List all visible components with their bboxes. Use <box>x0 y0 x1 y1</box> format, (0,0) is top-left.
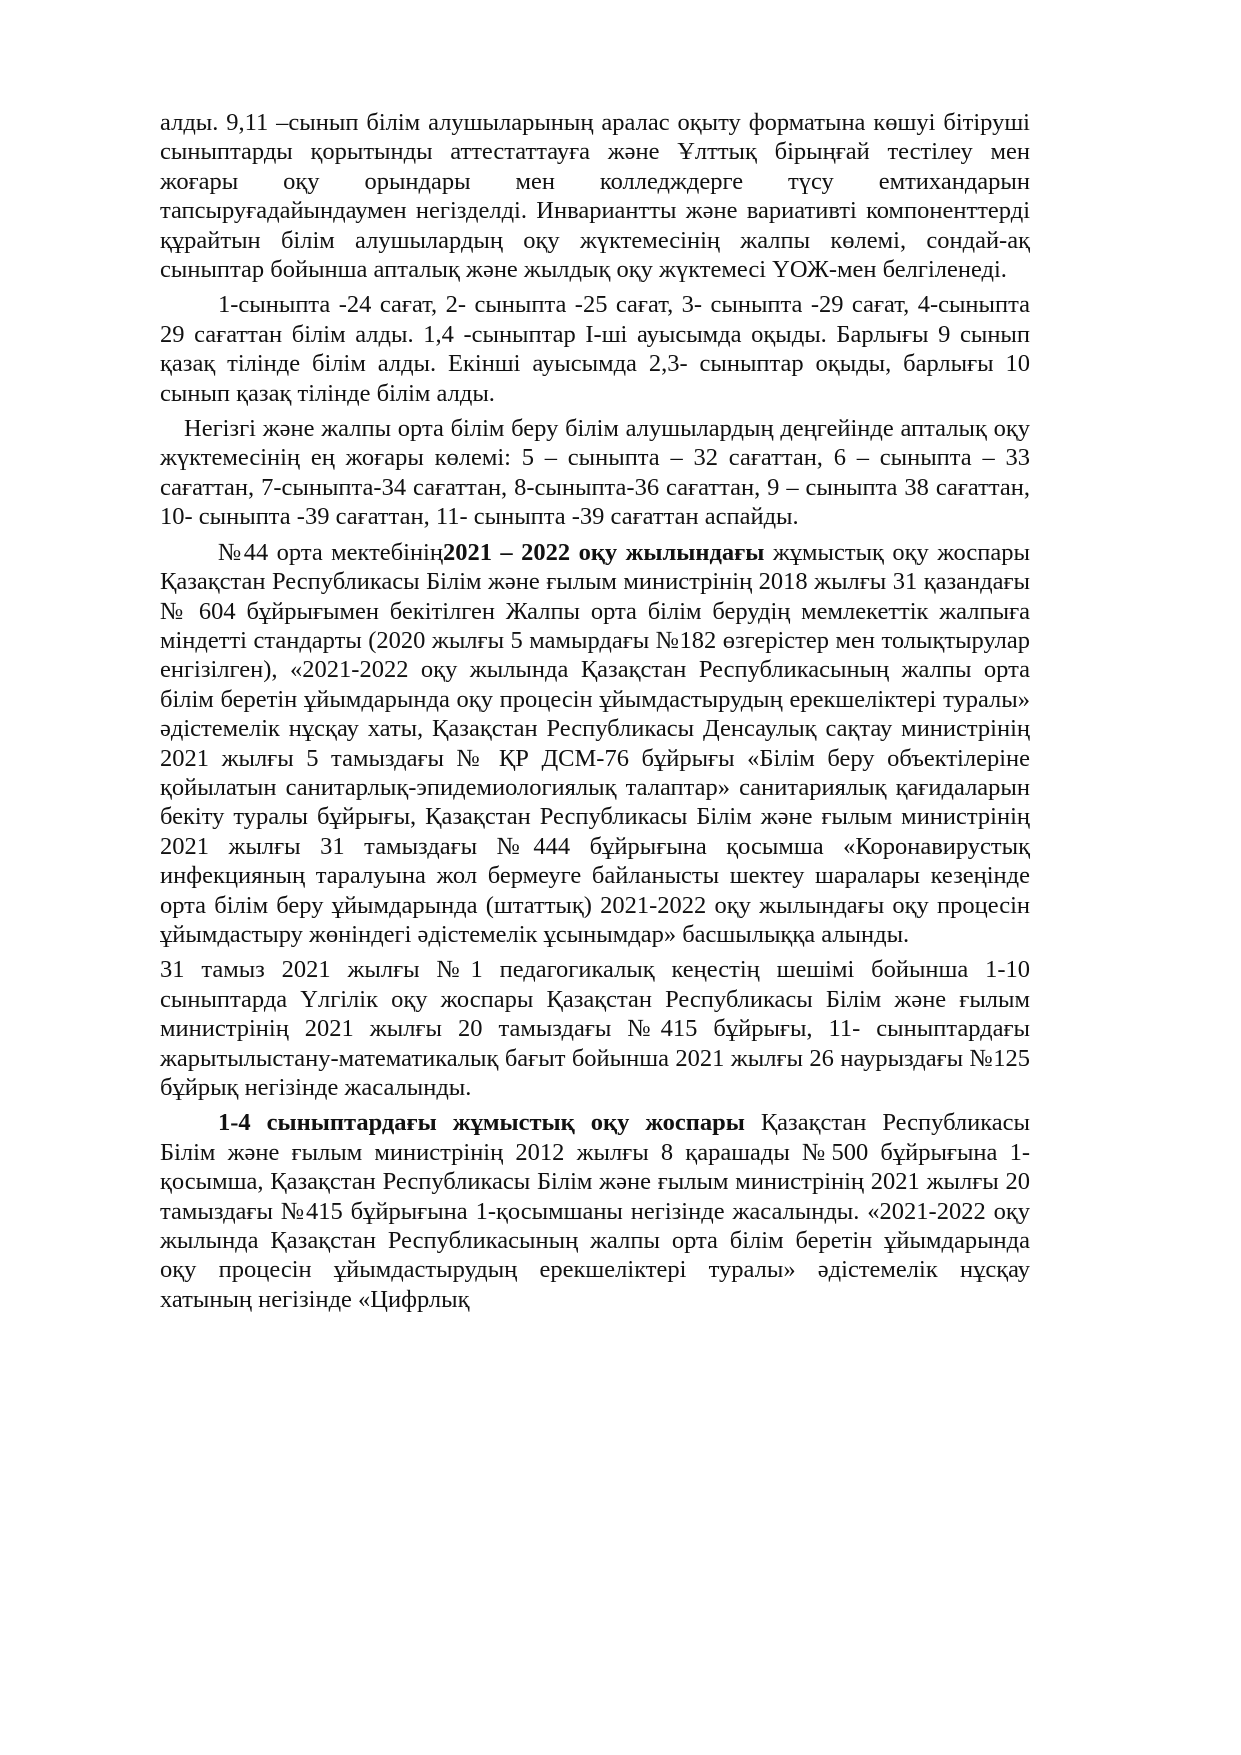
bold-academic-year: 2021 – 2022 оқу жылындағы <box>442 538 765 566</box>
paragraph-text: алды. 9,11 –сынып білім алушыларының аралас оқыту форматына көшуі бітіруші сыныптарды қорытынды аттестаттауға және Ұлттық бірыңғай тестілеу мен жоғары оқу орындары мен колледждерге түсу емтихандарын тапсыруғадайындаумен негізделді. Инвариантты және вариативті компоненттерді құрайтын білім алушылардың оқу жүктемесінің жалпы көлемі, сондай-ақ сыныптар бойынша апталық және жылдық оқу жүктемесі ҮОЖ-мен белгіленеді. <box>160 109 1030 284</box>
paragraph-text: 31 тамыз 2021 жылғы №1 педагогикалық кеңестің шешімі бойынша 1-10 сыныптарда Үлгілік оқу жоспары Қазақстан Республикасы Білім және ғылым министрінің 2021 жылғы 20 тамыздағы №415 бұйрығы, 11- сыныптардағы жарытылыстану-математикалық бағыт бойынша 2021 жылғы 26 наурыздағы №125 бұйрық негізінде жасалынды. <box>160 956 1030 1101</box>
paragraph-class-transition <box>160 108 1030 284</box>
paragraph-secondary-load <box>160 414 1030 532</box>
paragraph-school-plan-basis <box>160 538 1030 950</box>
paragraph-text: 1-сыныпта -24 сағат, 2- сыныпта -25 сағат, 3- сыныпта -29 сағат, 4-сыныпта 29 сағаттан білім алды. 1,4 -сыныптар І-ші ауысымда оқыды. Барлығы 9 сынып қазақ тілінде білім алды. Екінші ауысымда 2,3- сыныптар оқыды, барлығы 10 сынып қазақ тілінде білім алды. <box>160 291 1030 407</box>
paragraph-primary-hours <box>160 290 1030 408</box>
bold-section-heading: 1-4 сыныптардағы жұмыстық оқу жоспары <box>218 1109 745 1137</box>
paragraph-grades-1-4-plan <box>160 1108 1030 1314</box>
paragraph-text: №44 орта мектебінің <box>218 538 443 566</box>
paragraph-pedagogical-council <box>160 955 1030 1102</box>
paragraph-text: Негізгі және жалпы орта білім беру білім алушылардың деңгейінде апталық оқу жүктемесінің ең жоғары көлемі: 5 – сыныпта – 32 сағаттан, 6 – сыныпта – 33 сағаттан, 7-сыныпта-34 сағаттан, 8-сыныпта-36 сағаттан, 9 – сыныпта 38 сағаттан, 10- сыныпта -39 сағаттан, 11- сыныпта -39 сағаттан аспайды. <box>160 415 1030 531</box>
paragraph-text: жұмыстық оқу жоспары Қазақстан Республикасы Білім және ғылым министрінің 2018 жылғы 31 қазандағы № 604 бұйрығымен бекітілген Жалпы орта білім берудің мемлекеттік жалпыға міндетті стандарты (2020 жылғы 5 мамырдағы №182 өзгерістер мен толықтырулар енгізілген), «2021-2022 оқу жылында Қазақстан Республикасының жалпы орта білім беретін ұйымдарында оқу процесін ұйымдастырудың ерекшеліктері туралы» әдістемелік нұсқау хаты, Қазақстан Республикасы Денсаулық сақтау министрінің 2021 жылғы 5 тамыздағы № ҚР ДСМ-76 бұйрығы «Білім беру объектілеріне қойылатын санитарлық-эпидемиологиялық талаптар» санитариялық қағидаларын бекіту туралы бұйрығы, Қазақстан Республикасы Білім және ғылым министрінің 2021 жылғы 31 тамыздағы №444 бұйрығына қосымша «Коронавирустық инфекцияның таралуына жол бермеуге байланысты шектеу шаралары кезеңінде орта білім беру ұйымдарында (штаттық) 2021-2022 оқу жылындағы оқу процесін ұйымдастыру жөніндегі әдістемелік ұсынымдар» басшылыққа алынды. <box>160 538 1030 948</box>
document-page <box>160 108 1030 1314</box>
paragraph-text: Қазақстан Республикасы Білім және ғылым министрінің 2012 жылғы 8 қарашады №500 бұйрығына 1-қосымша, Қазақстан Республикасы Білім және ғылым министрінің 2021 жылғы 20 тамыздағы №415 бұйрығына 1-қосымшаны негізінде жасалынды. «2021-2022 оқу жылында Қазақстан Республикасының жалпы орта білім беретін ұйымдарында оқу процесін ұйымдастырудың ерекшеліктері туралы» әдістемелік нұсқау хатының негізінде «Цифрлық <box>160 1109 1031 1313</box>
